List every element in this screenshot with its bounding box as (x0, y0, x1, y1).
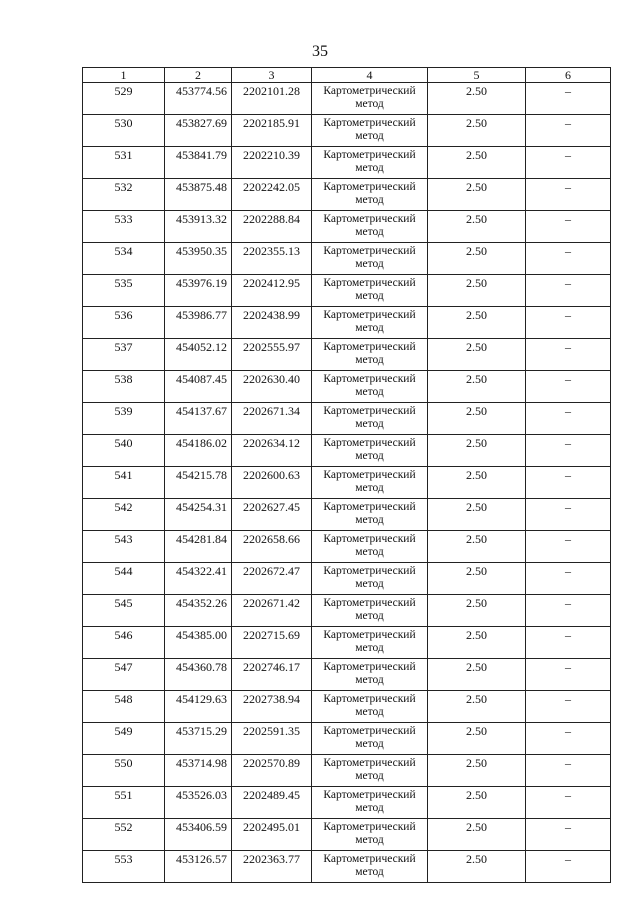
point-number-cell: 533 (83, 211, 165, 243)
table-row (83, 371, 611, 403)
method-cell: Картометрический метод (312, 659, 428, 691)
method-cell: Картометрический метод (312, 115, 428, 147)
coordinates-table (82, 67, 611, 883)
note-cell: – (526, 339, 611, 371)
coordinate-x-cell: 454087.45 (165, 371, 232, 403)
note-cell: – (526, 307, 611, 339)
coordinate-y-cell: 2202746.17 (232, 659, 312, 691)
accuracy-cell: 2.50 (428, 563, 526, 595)
coordinate-y-cell: 2202210.39 (232, 147, 312, 179)
note-cell: – (526, 819, 611, 851)
accuracy-cell: 2.50 (428, 723, 526, 755)
coordinate-y-cell: 2202671.34 (232, 403, 312, 435)
coordinate-x-cell: 454137.67 (165, 403, 232, 435)
accuracy-cell: 2.50 (428, 627, 526, 659)
coordinate-x-cell: 454322.41 (165, 563, 232, 595)
note-cell: – (526, 723, 611, 755)
method-cell: Картометрический метод (312, 371, 428, 403)
coordinate-y-cell: 2202495.01 (232, 819, 312, 851)
coordinate-y-cell: 2202555.97 (232, 339, 312, 371)
accuracy-cell: 2.50 (428, 275, 526, 307)
accuracy-cell: 2.50 (428, 371, 526, 403)
note-cell: – (526, 83, 611, 115)
table-row (83, 179, 611, 211)
coordinate-x-cell: 453526.03 (165, 787, 232, 819)
coordinate-y-cell: 2202715.69 (232, 627, 312, 659)
coordinate-x-cell: 453774.56 (165, 83, 232, 115)
coordinate-y-cell: 2202738.94 (232, 691, 312, 723)
point-number-cell: 546 (83, 627, 165, 659)
note-cell: – (526, 275, 611, 307)
coordinate-x-cell: 454052.12 (165, 339, 232, 371)
method-cell: Картометрический метод (312, 563, 428, 595)
point-number-cell: 530 (83, 115, 165, 147)
coordinate-y-cell: 2202591.35 (232, 723, 312, 755)
coordinate-y-cell: 2202672.47 (232, 563, 312, 595)
method-cell: Картометрический метод (312, 691, 428, 723)
accuracy-cell: 2.50 (428, 659, 526, 691)
header-col-2: 2 (165, 68, 232, 83)
table-row (83, 211, 611, 243)
header-col-1: 1 (83, 68, 165, 83)
note-cell: – (526, 179, 611, 211)
point-number-cell: 542 (83, 499, 165, 531)
coordinate-y-cell: 2202438.99 (232, 307, 312, 339)
method-cell: Картометрический метод (312, 627, 428, 659)
method-cell: Картометрический метод (312, 723, 428, 755)
table-row (83, 147, 611, 179)
coordinate-x-cell: 454129.63 (165, 691, 232, 723)
coordinate-x-cell: 454215.78 (165, 467, 232, 499)
note-cell: – (526, 371, 611, 403)
accuracy-cell: 2.50 (428, 531, 526, 563)
table-row (83, 403, 611, 435)
coordinate-x-cell: 454360.78 (165, 659, 232, 691)
table-row (83, 723, 611, 755)
accuracy-cell: 2.50 (428, 147, 526, 179)
method-cell: Картометрический метод (312, 307, 428, 339)
coordinate-y-cell: 2202671.42 (232, 595, 312, 627)
point-number-cell: 550 (83, 755, 165, 787)
point-number-cell: 538 (83, 371, 165, 403)
table-row (83, 467, 611, 499)
method-cell: Картометрический метод (312, 339, 428, 371)
accuracy-cell: 2.50 (428, 83, 526, 115)
note-cell: – (526, 211, 611, 243)
method-cell: Картометрический метод (312, 499, 428, 531)
note-cell: – (526, 499, 611, 531)
method-cell: Картометрический метод (312, 595, 428, 627)
point-number-cell: 531 (83, 147, 165, 179)
point-number-cell: 544 (83, 563, 165, 595)
point-number-cell: 540 (83, 435, 165, 467)
accuracy-cell: 2.50 (428, 339, 526, 371)
coordinate-y-cell: 2202570.89 (232, 755, 312, 787)
note-cell: – (526, 851, 611, 883)
method-cell: Картометрический метод (312, 819, 428, 851)
method-cell: Картометрический метод (312, 467, 428, 499)
note-cell: – (526, 787, 611, 819)
coordinate-x-cell: 454385.00 (165, 627, 232, 659)
method-cell: Картометрический метод (312, 851, 428, 883)
point-number-cell: 541 (83, 467, 165, 499)
accuracy-cell: 2.50 (428, 403, 526, 435)
point-number-cell: 537 (83, 339, 165, 371)
coordinate-x-cell: 453406.59 (165, 819, 232, 851)
coordinate-y-cell: 2202242.05 (232, 179, 312, 211)
table-row (83, 275, 611, 307)
table-row (83, 243, 611, 275)
coordinate-x-cell: 453976.19 (165, 275, 232, 307)
table-row (83, 787, 611, 819)
point-number-cell: 529 (83, 83, 165, 115)
table-body (83, 83, 611, 883)
coordinate-y-cell: 2202600.63 (232, 467, 312, 499)
coordinate-y-cell: 2202630.40 (232, 371, 312, 403)
method-cell: Картометрический метод (312, 147, 428, 179)
method-cell: Картометрический метод (312, 179, 428, 211)
coordinate-x-cell: 454352.26 (165, 595, 232, 627)
coordinate-x-cell: 454254.31 (165, 499, 232, 531)
note-cell: – (526, 563, 611, 595)
coordinate-y-cell: 2202363.77 (232, 851, 312, 883)
point-number-cell: 545 (83, 595, 165, 627)
accuracy-cell: 2.50 (428, 467, 526, 499)
coordinate-y-cell: 2202288.84 (232, 211, 312, 243)
point-number-cell: 547 (83, 659, 165, 691)
method-cell: Картометрический метод (312, 435, 428, 467)
note-cell: – (526, 627, 611, 659)
point-number-cell: 553 (83, 851, 165, 883)
note-cell: – (526, 595, 611, 627)
point-number-cell: 549 (83, 723, 165, 755)
table-row (83, 819, 611, 851)
accuracy-cell: 2.50 (428, 115, 526, 147)
note-cell: – (526, 755, 611, 787)
point-number-cell: 539 (83, 403, 165, 435)
point-number-cell: 534 (83, 243, 165, 275)
table-row (83, 339, 611, 371)
accuracy-cell: 2.50 (428, 851, 526, 883)
point-number-cell: 535 (83, 275, 165, 307)
header-col-3: 3 (232, 68, 312, 83)
coordinate-y-cell: 2202101.28 (232, 83, 312, 115)
note-cell: – (526, 403, 611, 435)
coordinate-x-cell: 453126.57 (165, 851, 232, 883)
accuracy-cell: 2.50 (428, 243, 526, 275)
accuracy-cell: 2.50 (428, 819, 526, 851)
accuracy-cell: 2.50 (428, 691, 526, 723)
coordinate-y-cell: 2202489.45 (232, 787, 312, 819)
method-cell: Картометрический метод (312, 531, 428, 563)
table-row (83, 83, 611, 115)
note-cell: – (526, 659, 611, 691)
table-row (83, 115, 611, 147)
coordinate-x-cell: 453827.69 (165, 115, 232, 147)
method-cell: Картометрический метод (312, 755, 428, 787)
note-cell: – (526, 691, 611, 723)
point-number-cell: 552 (83, 819, 165, 851)
coordinate-y-cell: 2202185.91 (232, 115, 312, 147)
page-number: 35 (312, 43, 328, 60)
table-header-row (83, 68, 611, 83)
header-col-5: 5 (428, 68, 526, 83)
point-number-cell: 548 (83, 691, 165, 723)
table-row (83, 755, 611, 787)
note-cell: – (526, 243, 611, 275)
accuracy-cell: 2.50 (428, 179, 526, 211)
coordinate-x-cell: 453913.32 (165, 211, 232, 243)
coordinate-x-cell: 453714.98 (165, 755, 232, 787)
coordinate-y-cell: 2202634.12 (232, 435, 312, 467)
accuracy-cell: 2.50 (428, 307, 526, 339)
coordinate-x-cell: 453715.29 (165, 723, 232, 755)
table-row (83, 499, 611, 531)
coordinate-y-cell: 2202658.66 (232, 531, 312, 563)
point-number-cell: 536 (83, 307, 165, 339)
method-cell: Картометрический метод (312, 787, 428, 819)
coordinate-x-cell: 453875.48 (165, 179, 232, 211)
table-row (83, 531, 611, 563)
method-cell: Картометрический метод (312, 275, 428, 307)
table-row (83, 627, 611, 659)
note-cell: – (526, 115, 611, 147)
header-col-6: 6 (526, 68, 611, 83)
accuracy-cell: 2.50 (428, 595, 526, 627)
method-cell: Картометрический метод (312, 211, 428, 243)
coordinate-x-cell: 454186.02 (165, 435, 232, 467)
method-cell: Картометрический метод (312, 403, 428, 435)
coordinate-x-cell: 454281.84 (165, 531, 232, 563)
accuracy-cell: 2.50 (428, 755, 526, 787)
note-cell: – (526, 531, 611, 563)
coordinate-y-cell: 2202355.13 (232, 243, 312, 275)
accuracy-cell: 2.50 (428, 787, 526, 819)
point-number-cell: 532 (83, 179, 165, 211)
point-number-cell: 551 (83, 787, 165, 819)
table-row (83, 307, 611, 339)
table-row (83, 435, 611, 467)
accuracy-cell: 2.50 (428, 435, 526, 467)
note-cell: – (526, 147, 611, 179)
table-row (83, 691, 611, 723)
table-row (83, 851, 611, 883)
coordinate-x-cell: 453986.77 (165, 307, 232, 339)
point-number-cell: 543 (83, 531, 165, 563)
accuracy-cell: 2.50 (428, 499, 526, 531)
header-col-4: 4 (312, 68, 428, 83)
table-row (83, 659, 611, 691)
table-row (83, 595, 611, 627)
method-cell: Картометрический метод (312, 243, 428, 275)
coordinate-x-cell: 453841.79 (165, 147, 232, 179)
coordinate-x-cell: 453950.35 (165, 243, 232, 275)
coordinate-y-cell: 2202627.45 (232, 499, 312, 531)
table-row (83, 563, 611, 595)
method-cell: Картометрический метод (312, 83, 428, 115)
coordinate-y-cell: 2202412.95 (232, 275, 312, 307)
note-cell: – (526, 435, 611, 467)
accuracy-cell: 2.50 (428, 211, 526, 243)
note-cell: – (526, 467, 611, 499)
